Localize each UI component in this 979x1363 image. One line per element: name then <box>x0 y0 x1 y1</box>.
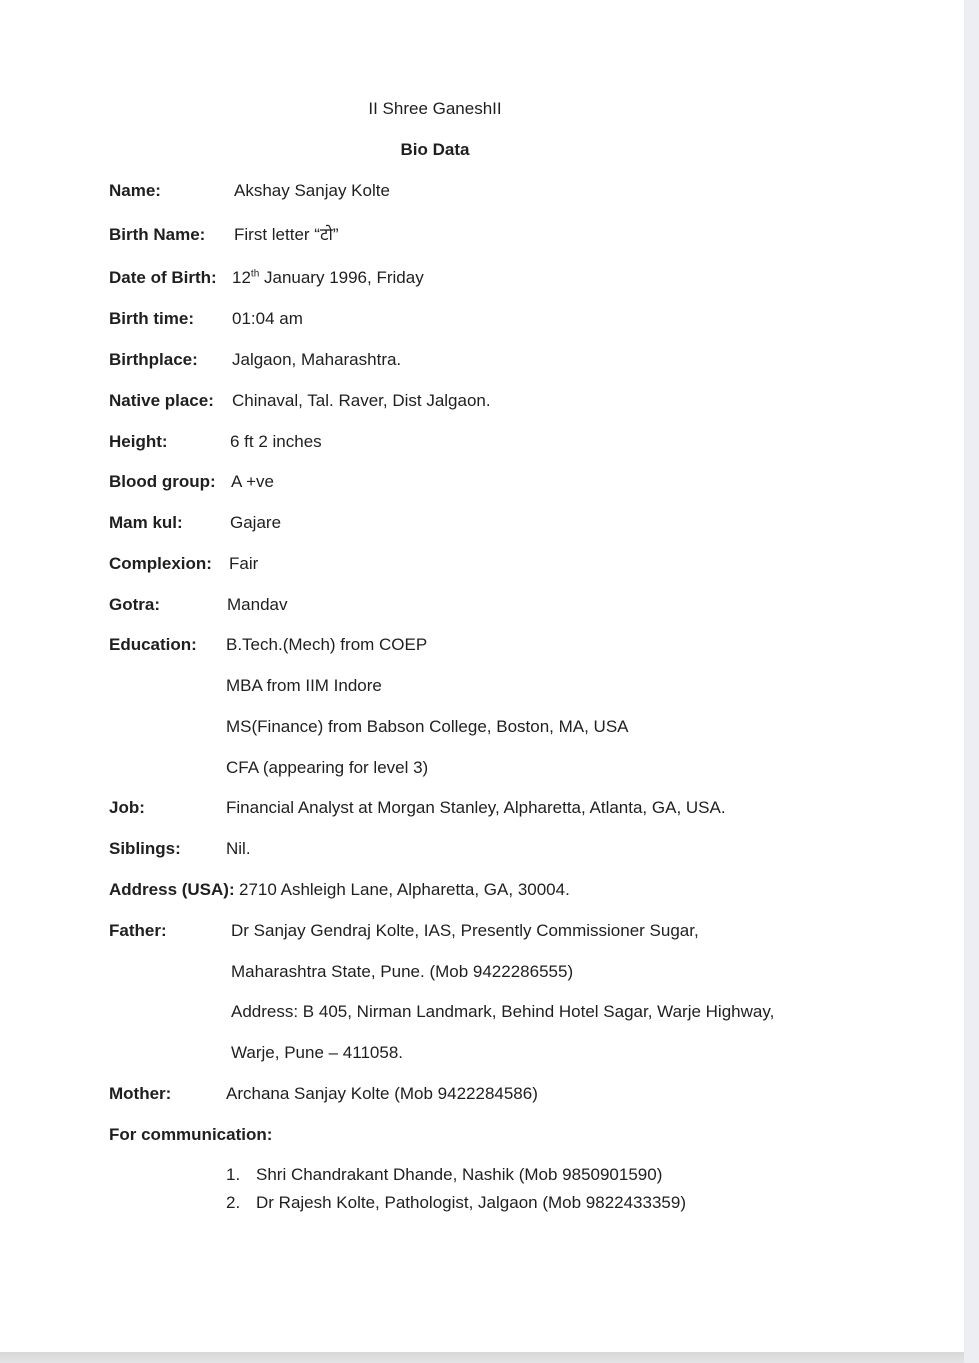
birth-time-label: Birth time: <box>109 309 194 328</box>
education-item: B.Tech.(Mech) from COEP <box>226 635 428 654</box>
birth-name-value: First letter “टो” <box>234 225 339 244</box>
education-item: MS(Finance) from Babson College, Boston, MA, USA <box>226 717 629 736</box>
address-usa-value: 2710 Ashleigh Lane, Alpharetta, GA, 30004. <box>239 880 570 899</box>
communication-label: For communication: <box>109 1125 273 1144</box>
contact-text: Shri Chandrakant Dhande, Nashik (Mob 9850901590) <box>256 1165 663 1184</box>
contact-text: Dr Rajesh Kolte, Pathologist, Jalgaon (Mob 9822433359) <box>256 1193 686 1212</box>
blood-group-label: Blood group: <box>109 472 216 491</box>
complexion-label: Complexion: <box>109 554 212 573</box>
invocation-heading: II Shree GaneshII <box>368 99 502 118</box>
native-place-label: Native place: <box>109 391 214 410</box>
father-label: Father: <box>109 921 167 940</box>
education-item: CFA (appearing for level 3) <box>226 758 429 777</box>
education-item: MBA from IIM Indore <box>226 676 382 695</box>
mother-label: Mother: <box>109 1084 172 1103</box>
viewer-background-strip <box>964 0 979 1363</box>
gotra-label: Gotra: <box>109 595 160 614</box>
dob-day-suffix: th <box>250 268 260 280</box>
mam-kul-value: Gajare <box>230 513 282 532</box>
dob-label: Date of Birth: <box>109 268 217 287</box>
education-label: Education: <box>109 635 197 654</box>
mam-kul-label: Mam kul: <box>109 513 183 532</box>
father-line: Warje, Pune – 411058. <box>231 1043 404 1062</box>
contact-number: 1. <box>226 1165 241 1184</box>
siblings-label: Siblings: <box>109 839 181 858</box>
contact-number: 2. <box>226 1193 241 1212</box>
job-value: Financial Analyst at Morgan Stanley, Alpharetta, Atlanta, GA, USA. <box>226 798 726 817</box>
complexion-value: Fair <box>229 554 259 573</box>
birthplace-label: Birthplace: <box>109 350 198 369</box>
document-title: Bio Data <box>400 140 470 159</box>
name-value: Akshay Sanjay Kolte <box>234 181 390 200</box>
birth-name-label: Birth Name: <box>109 225 206 244</box>
job-label: Job: <box>109 798 145 817</box>
dob-value <box>232 268 424 288</box>
height-value: 6 ft 2 inches <box>230 432 322 451</box>
height-label: Height: <box>109 432 168 451</box>
birthplace-value: Jalgaon, Maharashtra. <box>232 350 402 369</box>
siblings-value: Nil. <box>226 839 251 858</box>
father-line: Maharashtra State, Pune. (Mob 9422286555) <box>231 962 574 981</box>
dob-day: 12 <box>232 268 251 287</box>
father-line: Address: B 405, Nirman Landmark, Behind Hotel Sagar, Warje Highway, <box>231 1002 775 1021</box>
gotra-value: Mandav <box>227 595 288 614</box>
native-place-value: Chinaval, Tal. Raver, Dist Jalgaon. <box>232 391 491 410</box>
address-usa-label: Address (USA): <box>109 880 235 899</box>
birth-time-value: 01:04 am <box>232 309 303 328</box>
name-label: Name: <box>109 181 161 200</box>
mother-value: Archana Sanjay Kolte (Mob 9422284586) <box>226 1084 538 1103</box>
page-bottom-edge <box>0 1352 964 1363</box>
father-line: Dr Sanjay Gendraj Kolte, IAS, Presently Commissioner Sugar, <box>231 921 699 940</box>
contact-item <box>226 1193 686 1213</box>
dob-rest: January 1996, Friday <box>259 268 424 287</box>
contact-item <box>226 1165 662 1185</box>
blood-group-value: A +ve <box>231 472 275 491</box>
